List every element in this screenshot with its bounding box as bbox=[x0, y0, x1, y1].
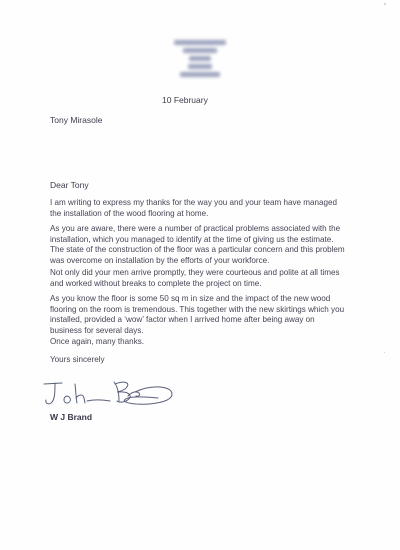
paragraph-thanks: I am writing to express my thanks for the way you and your team have managed the installation of the wood flooring at home. bbox=[50, 198, 338, 218]
signer-name: W J Brand bbox=[50, 412, 93, 422]
salutation: Dear Tony bbox=[50, 180, 89, 190]
paragraph-closing: Once again, many thanks. bbox=[50, 337, 145, 346]
paragraph-floor-impact: As you know the floor is some 50 sq m in size and the impact of the new wood flooring on the room is tremendous. This together with the new skirtings which you installed, provided a ‘wow’ factor when I arrived home after being away on business for several days. bbox=[50, 294, 345, 335]
paper-speck bbox=[384, 3, 386, 5]
recipient-name: Tony Mirasole bbox=[50, 115, 103, 125]
paper-speck bbox=[384, 352, 385, 353]
handwritten-signature bbox=[40, 370, 175, 410]
letter-date: 10 February bbox=[162, 95, 208, 105]
paragraph-workforce: Not only did your men arrive promptly, they were courteous and polite at all times and worked without breaks to complete the project on time. bbox=[50, 268, 340, 288]
sender-address-redacted bbox=[172, 40, 228, 77]
paragraph-problems: As you are aware, there were a number of practical problems associated with the installation, which you managed to identify at the time of giving us the estimate. The state of the construction of the floor was a particular concern and this problem was overcome on installation by the efforts of your workforce. bbox=[50, 224, 345, 265]
valediction: Yours sincerely bbox=[50, 355, 105, 364]
